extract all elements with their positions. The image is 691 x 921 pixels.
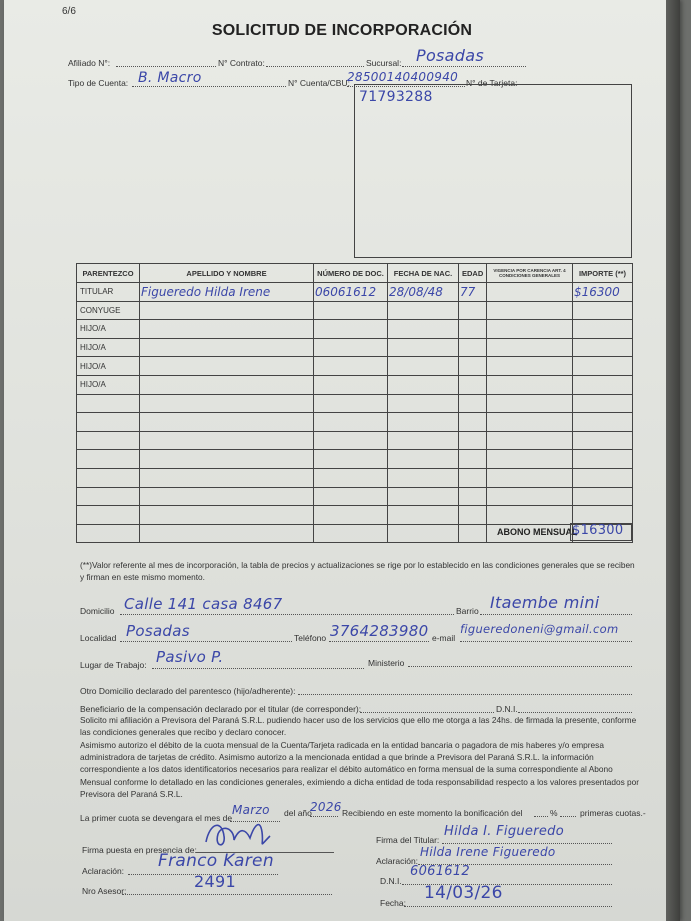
ministerio-line	[408, 666, 632, 667]
row-parentezco	[77, 450, 140, 469]
row-nombre[interactable]	[140, 431, 314, 450]
table-row	[77, 487, 633, 506]
row-parentezco	[77, 506, 140, 525]
legal-paragraph-1: Solicito mi afiliación a Previsora del Paraná S.R.L. pudiendo hacer uso de los servicios que ello me otorga a las 24hs. de firmada la presente, conforme las condiciones generales que recibo y declaro conocer.	[80, 715, 637, 738]
table-row	[77, 450, 633, 469]
row-fecha-nac[interactable]	[388, 394, 459, 413]
row-parentezco	[77, 413, 140, 432]
row-documento[interactable]	[314, 487, 388, 506]
row-documento[interactable]	[314, 524, 388, 543]
sucursal-value[interactable]: Posadas	[416, 46, 484, 65]
cuota-suffix: primeras cuotas.-	[580, 808, 646, 818]
barrio-label: Barrio	[456, 606, 479, 616]
col-edad: EDAD	[459, 264, 487, 283]
row-fecha-nac[interactable]	[388, 524, 459, 543]
afiliado-label: Afiliado N°:	[68, 58, 111, 68]
abono-label: ABONO MENSUAL	[497, 527, 578, 537]
row-parentezco: TITULAR	[77, 283, 140, 302]
table-row	[77, 431, 633, 450]
abono-box	[570, 523, 632, 541]
row-fecha-nac[interactable]	[388, 375, 459, 394]
row-parentezco: HIJO/A	[77, 320, 140, 339]
row-parentezco	[77, 394, 140, 413]
cuota-pct-line	[534, 816, 548, 817]
row-edad[interactable]	[459, 506, 487, 525]
row-vigencia[interactable]	[487, 487, 573, 506]
sucursal-line	[402, 66, 526, 67]
table-row	[77, 468, 633, 487]
row-documento[interactable]	[314, 468, 388, 487]
tarjeta-label: N° de Tarjeta:	[466, 78, 518, 88]
row-fecha-nac[interactable]	[388, 450, 459, 469]
row-importe[interactable]	[573, 301, 633, 320]
row-vigencia[interactable]	[487, 301, 573, 320]
row-fecha-nac[interactable]	[388, 357, 459, 376]
cuota-mid: Recibiendo en este momento la bonificación del	[342, 808, 523, 818]
row-importe[interactable]	[573, 375, 633, 394]
email-line	[460, 641, 632, 642]
col-documento: NÚMERO DE DOC.	[314, 264, 388, 283]
firma-titular-value[interactable]: Hilda I. Figueredo	[444, 824, 564, 839]
card-number-box	[354, 84, 632, 258]
asesor-value[interactable]: 2491	[194, 872, 236, 891]
trabajo-value[interactable]: Pasivo P.	[156, 648, 224, 666]
row-vigencia[interactable]	[487, 375, 573, 394]
row-edad[interactable]	[459, 413, 487, 432]
row-vigencia[interactable]	[487, 357, 573, 376]
col-nombre: APELLIDO Y NOMBRE	[140, 264, 314, 283]
cuota-prefix: La primer cuota se devengara el mes de	[80, 813, 233, 823]
presence-signature	[200, 818, 276, 852]
row-vigencia[interactable]	[487, 431, 573, 450]
firma-titular-line	[442, 843, 612, 844]
afiliado-line	[116, 66, 216, 67]
row-fecha-nac[interactable]	[388, 301, 459, 320]
email-label: e-mail	[432, 633, 456, 643]
row-vigencia[interactable]	[487, 468, 573, 487]
row-parentezco: HIJO/A	[77, 357, 140, 376]
cuota-anio-value[interactable]: 2026	[310, 800, 342, 814]
sheet-edge	[666, 0, 680, 921]
row-importe[interactable]: $16300	[573, 283, 633, 302]
row-importe[interactable]	[573, 468, 633, 487]
beneficiario-line	[360, 712, 494, 713]
beneficiario-dni-label: D.N.I.	[496, 704, 518, 714]
row-nombre[interactable]	[140, 320, 314, 339]
row-importe[interactable]	[573, 506, 633, 525]
abono-value[interactable]: $16300	[572, 523, 624, 538]
ministerio-label: Ministerio	[368, 658, 405, 668]
beneficiario-label: Beneficiario de la compensación declarado por el titular (de corresponder):	[80, 704, 362, 714]
row-nombre[interactable]	[140, 375, 314, 394]
row-edad[interactable]	[459, 338, 487, 357]
sucursal-label: Sucursal:	[366, 58, 402, 68]
row-nombre[interactable]: Figueredo Hilda Irene	[140, 283, 314, 302]
row-nombre[interactable]	[140, 338, 314, 357]
row-parentezco	[77, 431, 140, 450]
trabajo-label: Lugar de Trabajo:	[80, 660, 147, 670]
telefono-label: Teléfono	[294, 633, 327, 643]
row-edad[interactable]	[459, 320, 487, 339]
domicilio-value[interactable]: Calle 141 casa 8467	[124, 595, 283, 613]
localidad-value[interactable]: Posadas	[126, 622, 190, 640]
col-importe: IMPORTE (**)	[573, 264, 633, 283]
row-documento[interactable]	[314, 357, 388, 376]
row-edad[interactable]	[459, 487, 487, 506]
asesor-line	[122, 894, 332, 895]
row-edad[interactable]	[459, 468, 487, 487]
otro-domicilio-label: Otro Domicilio declarado del parentesco (hijo/adherente):	[80, 686, 296, 696]
page-number: 6/6	[62, 6, 76, 17]
card-number-value[interactable]: 71793288	[359, 89, 433, 105]
row-documento[interactable]	[314, 431, 388, 450]
row-importe[interactable]	[573, 413, 633, 432]
table-row	[77, 283, 633, 302]
aclaracion-titular-label: Aclaración:	[376, 856, 419, 866]
fecha-label: Fecha:	[380, 898, 406, 908]
telefono-value[interactable]: 3764283980	[330, 622, 429, 640]
row-edad[interactable]	[459, 394, 487, 413]
aclaracion-value[interactable]: Franco Karen	[158, 851, 274, 871]
aclaracion-titular-value[interactable]: Hilda Irene Figueredo	[420, 845, 556, 859]
row-importe[interactable]	[573, 487, 633, 506]
row-documento[interactable]	[314, 450, 388, 469]
table-row	[77, 375, 633, 394]
row-fecha-nac[interactable]	[388, 338, 459, 357]
localidad-label: Localidad	[80, 633, 117, 643]
row-importe[interactable]	[573, 320, 633, 339]
table-row	[77, 301, 633, 320]
row-vigencia[interactable]	[487, 394, 573, 413]
contrato-line	[266, 66, 364, 67]
row-importe[interactable]	[573, 450, 633, 469]
table-header-row	[77, 264, 633, 283]
table-row	[77, 320, 633, 339]
row-edad[interactable]	[459, 375, 487, 394]
aclaracion-label: Aclaración:	[82, 866, 125, 876]
row-importe[interactable]	[573, 357, 633, 376]
row-vigencia[interactable]	[487, 450, 573, 469]
row-parentezco	[77, 487, 140, 506]
cuota-anio-line	[310, 816, 338, 817]
row-documento[interactable]	[314, 375, 388, 394]
row-vigencia[interactable]	[487, 413, 573, 432]
row-documento[interactable]	[314, 506, 388, 525]
row-vigencia[interactable]	[487, 320, 573, 339]
cuota-mes-value[interactable]: Marzo	[232, 803, 270, 817]
cuenta-label: N° Cuenta/CBU:	[288, 78, 350, 88]
row-parentezco: CONYUGE	[77, 301, 140, 320]
row-importe[interactable]	[573, 338, 633, 357]
row-vigencia[interactable]	[487, 506, 573, 525]
row-nombre[interactable]	[140, 301, 314, 320]
cuota-count-line	[560, 816, 576, 817]
row-nombre[interactable]	[140, 357, 314, 376]
row-documento[interactable]	[314, 301, 388, 320]
row-nombre[interactable]	[140, 524, 314, 543]
col-vigencia: VIGENCIA POR CARENCIA ART. 4 CONDICIONES GENERALES	[487, 264, 573, 283]
legal-paragraph-2: Asimismo autorizo el débito de la cuota mensual de la Cuenta/Tarjeta radicada en la entidad bancaria o pagadora de mis haberes y/o empresa administradora de tarjetas de crédito. Asimismo autorizo a la mencionada entidad a que brinde a Previsora del Paraná S.R.L. la información correspondiente a los datos identificatorios necesarios para realizar el débito automático en forma mensual de la suma correspondiente al Abono Mensual conforme lo detallado en las condiciones generales, eximiendo a dicha entidad de toda responsabilidad respecto a los valores presentados por Previsora del Paraná S.R.L.	[80, 740, 640, 799]
dni-value[interactable]: 6061612	[410, 864, 470, 879]
table-row	[77, 506, 633, 525]
tipo-cuenta-line	[132, 86, 286, 87]
row-fecha-nac[interactable]	[388, 413, 459, 432]
contrato-label: N° Contrato:	[218, 58, 265, 68]
table-row	[77, 394, 633, 413]
col-fecha-nac: FECHA DE NAC.	[388, 264, 459, 283]
row-parentezco: HIJO/A	[77, 338, 140, 357]
row-fecha-nac[interactable]: 28/08/48	[388, 283, 459, 302]
asesor-label: Nro Asesor:	[82, 886, 127, 896]
fecha-line	[404, 906, 612, 907]
cuota-anio-label: del año	[284, 808, 312, 818]
row-nombre[interactable]	[140, 506, 314, 525]
table-row	[77, 413, 633, 432]
row-vigencia[interactable]	[487, 338, 573, 357]
dni-label: D.N.I.	[380, 876, 402, 886]
row-edad[interactable]	[459, 431, 487, 450]
row-nombre[interactable]	[140, 468, 314, 487]
row-fecha-nac[interactable]	[388, 487, 459, 506]
row-nombre[interactable]	[140, 413, 314, 432]
row-parentezco	[77, 468, 140, 487]
tipo-cuenta-label: Tipo de Cuenta:	[68, 78, 129, 88]
trabajo-line	[152, 668, 364, 669]
cuenta-value[interactable]: 28500140400940	[347, 70, 459, 84]
row-fecha-nac[interactable]	[388, 468, 459, 487]
domicilio-line	[120, 614, 454, 615]
row-parentezco: HIJO/A	[77, 375, 140, 394]
email-value[interactable]: figueredoneni@gmail.com	[460, 622, 619, 636]
row-edad[interactable]: 77	[459, 283, 487, 302]
members-table	[76, 263, 633, 543]
row-parentezco	[77, 524, 140, 543]
table-row	[77, 357, 633, 376]
row-documento[interactable]	[314, 394, 388, 413]
tipo-cuenta-value[interactable]: B. Macro	[138, 70, 202, 86]
row-vigencia[interactable]	[487, 283, 573, 302]
row-nombre[interactable]	[140, 450, 314, 469]
domicilio-label: Domicilio	[80, 606, 115, 616]
row-edad[interactable]	[459, 450, 487, 469]
telefono-line	[329, 641, 429, 642]
table-row	[77, 338, 633, 357]
firma-presencia-label: Firma puesta en presencia de:	[82, 845, 197, 855]
cuota-pct: %	[550, 808, 558, 818]
row-documento[interactable]	[314, 320, 388, 339]
row-edad[interactable]	[459, 301, 487, 320]
row-documento[interactable]	[314, 413, 388, 432]
beneficiario-dni-line	[518, 712, 632, 713]
form-sheet	[4, 0, 680, 921]
row-documento[interactable]: 06061612	[314, 283, 388, 302]
row-fecha-nac[interactable]	[388, 431, 459, 450]
pricing-note: (**)Valor referente al mes de incorporación, la tabla de precios y actualizaciones se rige por lo establecido en las condiciones generales que se reciben y firman en este mismo momento.	[80, 560, 635, 583]
row-nombre[interactable]	[140, 394, 314, 413]
col-parentezco: PARENTEZCO	[77, 264, 140, 283]
row-nombre[interactable]	[140, 487, 314, 506]
row-edad[interactable]	[459, 357, 487, 376]
row-fecha-nac[interactable]	[388, 320, 459, 339]
row-documento[interactable]	[314, 338, 388, 357]
row-edad[interactable]	[459, 524, 487, 543]
barrio-line	[480, 614, 632, 615]
firma-titular-label: Firma del Titular:	[376, 835, 440, 845]
row-importe[interactable]	[573, 394, 633, 413]
fecha-value[interactable]: 14/03/26	[424, 883, 503, 903]
barrio-value[interactable]: Itaembe mini	[490, 593, 600, 612]
row-fecha-nac[interactable]	[388, 506, 459, 525]
row-importe[interactable]	[573, 431, 633, 450]
form-title: SOLICITUD DE INCORPORACIÓN	[211, 22, 473, 39]
otro-domicilio-line	[298, 694, 632, 695]
localidad-line	[120, 641, 292, 642]
